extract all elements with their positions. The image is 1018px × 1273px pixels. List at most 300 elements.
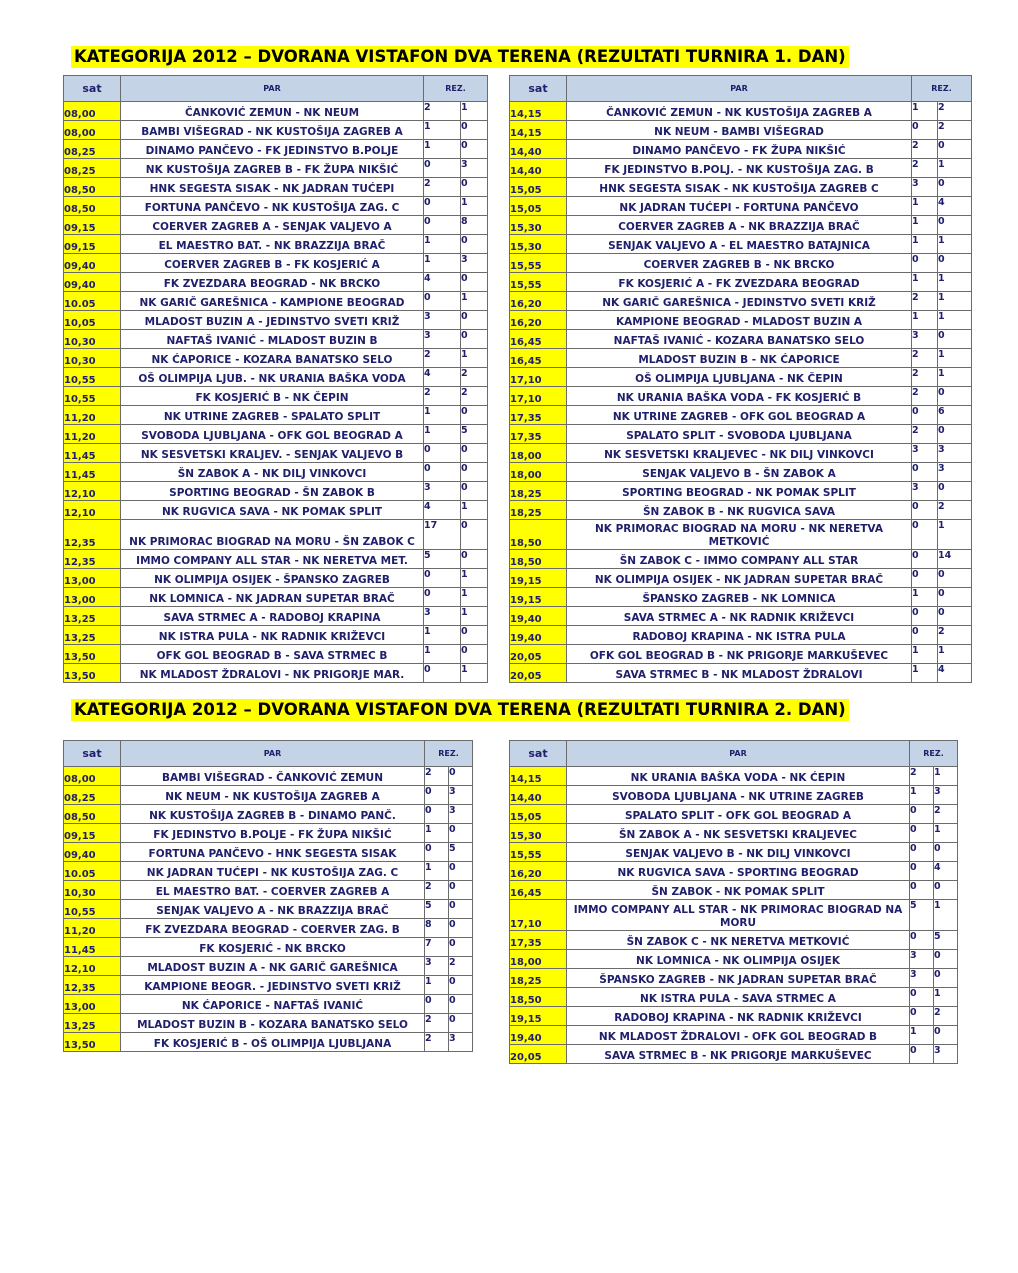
score-away: 3 (449, 805, 473, 824)
score-home: 3 (910, 950, 934, 969)
match-time: 08,00 (64, 767, 121, 786)
match-pair: ŠN ZABOK C - NK NERETVA METKOVIĆ (567, 931, 910, 950)
score-away: 0 (934, 969, 958, 988)
table-row (510, 1026, 958, 1045)
match-pair: IMMO COMPANY ALL STAR - NK PRIMORAC BIOGRAD NA MORU (567, 900, 910, 931)
score-away: 0 (449, 862, 473, 881)
score-away: 2 (461, 387, 488, 406)
score-away: 0 (461, 121, 488, 140)
match-pair: NK LOMNICA - NK JADRAN SUPETAR BRAČ (121, 588, 424, 607)
score-home: 0 (910, 881, 934, 900)
score-home: 0 (910, 1007, 934, 1026)
score-home: 0 (912, 626, 938, 645)
score-away: 1 (461, 664, 488, 683)
header-sat: sat (510, 741, 567, 767)
match-pair: SENJAK VALJEVO A - NK BRAZZIJA BRAČ (121, 900, 425, 919)
score-home: 0 (424, 569, 461, 588)
match-time: 15,05 (510, 805, 567, 824)
match-time: 16,45 (510, 881, 567, 900)
day1-right-table (509, 75, 972, 683)
score-home: 1 (425, 862, 449, 881)
score-away: 0 (461, 482, 488, 501)
table-row (64, 645, 488, 664)
match-time: 15,30 (510, 216, 567, 235)
match-pair: NK URANIA BAŠKA VODA - FK KOSJERIĆ B (567, 387, 912, 406)
table-row (510, 273, 972, 292)
score-home: 4 (424, 273, 461, 292)
match-time: 14,40 (510, 159, 567, 178)
score-home: 2 (424, 387, 461, 406)
match-pair: NK UTRINE ZAGREB - SPALATO SPLIT (121, 406, 424, 425)
match-time: 12,10 (64, 482, 121, 501)
match-pair: ŠPANSKO ZAGREB - NK JADRAN SUPETAR BRAČ (567, 969, 910, 988)
score-away: 0 (938, 216, 972, 235)
match-pair: SENJAK VALJEVO A - EL MAESTRO BATAJNICA (567, 235, 912, 254)
match-pair: COERVER ZAGREB A - NK BRAZZIJA BRAČ (567, 216, 912, 235)
header-par: PAR (121, 76, 424, 102)
match-time: 11,45 (64, 938, 121, 957)
table-row (64, 159, 488, 178)
match-pair: MLADOST BUZIN A - NK GARIČ GAREŠNICA (121, 957, 425, 976)
match-time: 15,05 (510, 178, 567, 197)
match-pair: KAMPIONE BEOGRAD - MLADOST BUZIN A (567, 311, 912, 330)
match-time: 11,20 (64, 406, 121, 425)
score-away: 1 (938, 645, 972, 664)
score-away: 1 (938, 349, 972, 368)
table-row (510, 569, 972, 588)
table-row (510, 463, 972, 482)
score-away: 0 (449, 919, 473, 938)
header-par: PAR (567, 741, 910, 767)
score-home: 0 (910, 805, 934, 824)
score-away: 0 (938, 254, 972, 273)
score-away: 0 (461, 235, 488, 254)
table-row (510, 805, 958, 824)
table-row (64, 919, 473, 938)
table-row (64, 767, 473, 786)
score-away: 3 (934, 1045, 958, 1064)
score-away: 5 (449, 843, 473, 862)
header-rez: REZ. (912, 76, 972, 102)
score-home: 3 (912, 330, 938, 349)
match-pair: OŠ OLIMPIJA LJUBLJANA - NK ČEPIN (567, 368, 912, 387)
table-row (64, 501, 488, 520)
match-time: 10,05 (64, 311, 121, 330)
score-away: 0 (449, 767, 473, 786)
match-pair: SENJAK VALJEVO B - ŠN ZABOK A (567, 463, 912, 482)
match-pair: NK SESVETSKI KRALJEVEC - NK DILJ VINKOVCI (567, 444, 912, 463)
match-pair: ŠN ZABOK B - NK RUGVICA SAVA (567, 501, 912, 520)
match-time: 10,55 (64, 900, 121, 919)
score-away: 0 (938, 482, 972, 501)
table-row (510, 645, 972, 664)
score-away: 1 (938, 311, 972, 330)
match-pair: IMMO COMPANY ALL STAR - NK NERETVA MET. (121, 550, 424, 569)
score-away: 4 (938, 664, 972, 683)
match-time: 19,15 (510, 1007, 567, 1026)
table-row (64, 664, 488, 683)
match-pair: SVOBODA LJUBLJANA - OFK GOL BEOGRAD A (121, 425, 424, 444)
match-time: 13,25 (64, 607, 121, 626)
match-time: 17,35 (510, 931, 567, 950)
match-pair: ČANKOVIĆ ZEMUN - NK KUSTOŠIJA ZAGREB A (567, 102, 912, 121)
score-home: 3 (424, 607, 461, 626)
header-rez: REZ. (910, 741, 958, 767)
table-row (510, 368, 972, 387)
match-pair: FK ZVEZDARA BEOGRAD - COERVER ZAG. B (121, 919, 425, 938)
score-away: 4 (938, 197, 972, 216)
table-row (64, 140, 488, 159)
score-home: 0 (910, 988, 934, 1007)
match-pair: COERVER ZAGREB B - NK BRCKO (567, 254, 912, 273)
score-away: 3 (449, 1033, 473, 1052)
match-time: 09,15 (64, 235, 121, 254)
match-time: 10,55 (64, 368, 121, 387)
table-row (510, 786, 958, 805)
score-home: 4 (424, 501, 461, 520)
score-away: 2 (461, 368, 488, 387)
table-row (64, 330, 488, 349)
table-row (64, 121, 488, 140)
score-home: 1 (910, 786, 934, 805)
day1-title: KATEGORIJA 2012 – DVORANA VISTAFON DVA TERENA (REZULTATI TURNIRA 1. DAN) (71, 46, 849, 68)
table-row (510, 159, 972, 178)
match-pair: FK KOSJERIĆ B - NK ČEPIN (121, 387, 424, 406)
match-time: 14,15 (510, 102, 567, 121)
match-pair: MLADOST BUZIN B - KOZARA BANATSKO SELO (121, 1014, 425, 1033)
score-home: 0 (912, 254, 938, 273)
table-row (64, 995, 473, 1014)
score-away: 0 (938, 425, 972, 444)
match-pair: FORTUNA PANČEVO - HNK SEGESTA SISAK (121, 843, 425, 862)
score-home: 0 (424, 664, 461, 683)
match-pair: COERVER ZAGREB A - SENJAK VALJEVO A (121, 216, 424, 235)
match-pair: DINAMO PANČEVO - FK ŽUPA NIKŠIĆ (567, 140, 912, 159)
table-row (64, 1033, 473, 1052)
match-pair: NK KUSTOŠIJA ZAGREB B - DINAMO PANČ. (121, 805, 425, 824)
score-away: 1 (934, 767, 958, 786)
score-away: 1 (934, 900, 958, 931)
score-away: 2 (938, 626, 972, 645)
match-pair: NK ISTRA PULA - SAVA STRMEC A (567, 988, 910, 1007)
score-away: 0 (461, 178, 488, 197)
day2-right-table (509, 740, 958, 1064)
score-home: 1 (912, 216, 938, 235)
score-home: 2 (912, 387, 938, 406)
score-home: 1 (910, 1026, 934, 1045)
score-home: 1 (424, 254, 461, 273)
match-pair: NK NEUM - NK KUSTOŠIJA ZAGREB A (121, 786, 425, 805)
table-row (64, 216, 488, 235)
match-time: 09,40 (64, 254, 121, 273)
score-home: 0 (424, 197, 461, 216)
match-time: 15,30 (510, 235, 567, 254)
score-home: 0 (424, 463, 461, 482)
score-home: 0 (912, 463, 938, 482)
match-pair: FK ZVEZDARA BEOGRAD - NK BRCKO (121, 273, 424, 292)
match-time: 18,25 (510, 969, 567, 988)
match-time: 13,00 (64, 569, 121, 588)
day2-title: KATEGORIJA 2012 – DVORANA VISTAFON DVA TERENA (REZULTATI TURNIRA 2. DAN) (71, 699, 849, 721)
score-home: 2 (912, 425, 938, 444)
score-away: 0 (449, 1014, 473, 1033)
match-pair: FORTUNA PANČEVO - NK KUSTOŠIJA ZAG. C (121, 197, 424, 216)
match-pair: NK JADRAN TUĆEPI - FORTUNA PANČEVO (567, 197, 912, 216)
match-pair: NK ĆAPORICE - KOZARA BANATSKO SELO (121, 349, 424, 368)
match-pair: SAVA STRMEC B - NK PRIGORJE MARKUŠEVEC (567, 1045, 910, 1064)
match-time: 18,50 (510, 988, 567, 1007)
match-pair: RADOBOJ KRAPINA - NK ISTRA PULA (567, 626, 912, 645)
score-home: 2 (425, 1014, 449, 1033)
match-pair: SAVA STRMEC A - RADOBOJ KRAPINA (121, 607, 424, 626)
score-home: 0 (910, 1045, 934, 1064)
match-time: 14,40 (510, 786, 567, 805)
match-pair: NAFTAŠ IVANIĆ - KOZARA BANATSKO SELO (567, 330, 912, 349)
table-row (64, 862, 473, 881)
table-row (64, 463, 488, 482)
table-row (510, 406, 972, 425)
score-away: 2 (449, 957, 473, 976)
header-rez: REZ. (425, 741, 473, 767)
table-row (510, 520, 972, 550)
match-time: 20,05 (510, 664, 567, 683)
match-time: 08,25 (64, 159, 121, 178)
match-pair: KAMPIONE BEOGR. - JEDINSTVO SVETI KRIŽ (121, 976, 425, 995)
score-away: 0 (449, 938, 473, 957)
match-pair: NK PRIMORAC BIOGRAD NA MORU - ŠN ZABOK C (121, 520, 424, 550)
score-home: 2 (425, 767, 449, 786)
score-away: 0 (461, 311, 488, 330)
score-away: 2 (938, 501, 972, 520)
match-pair: NK SESVETSKI KRALJEV. - SENJAK VALJEVO B (121, 444, 424, 463)
score-away: 1 (938, 235, 972, 254)
match-time: 13,00 (64, 995, 121, 1014)
table-row (64, 805, 473, 824)
score-home: 0 (425, 995, 449, 1014)
score-away: 0 (449, 976, 473, 995)
table-row (510, 197, 972, 216)
match-time: 11,45 (64, 463, 121, 482)
table-row (510, 931, 958, 950)
table-row (510, 387, 972, 406)
match-time: 18,50 (510, 550, 567, 569)
score-away: 1 (938, 292, 972, 311)
score-home: 1 (424, 235, 461, 254)
score-home: 3 (910, 969, 934, 988)
match-time: 17,10 (510, 368, 567, 387)
score-away: 0 (938, 569, 972, 588)
match-pair: NK RUGVICA SAVA - NK POMAK SPLIT (121, 501, 424, 520)
score-home: 1 (424, 121, 461, 140)
table-row (64, 569, 488, 588)
table-row (64, 1014, 473, 1033)
score-away: 0 (461, 406, 488, 425)
table-row (510, 292, 972, 311)
score-away: 0 (461, 444, 488, 463)
match-pair: ŠN ZABOK - NK POMAK SPLIT (567, 881, 910, 900)
match-pair: FK JEDINSTVO B.POLJE - FK ŽUPA NIKŠIĆ (121, 824, 425, 843)
match-time: 16,45 (510, 330, 567, 349)
day2-left-table (63, 740, 473, 1052)
match-time: 12,35 (64, 550, 121, 569)
match-pair: SAVA STRMEC B - NK MLADOST ŽDRALOVI (567, 664, 912, 683)
match-pair: NK GARIČ GAREŠNICA - KAMPIONE BEOGRAD (121, 292, 424, 311)
score-home: 2 (424, 178, 461, 197)
match-time: 17,35 (510, 406, 567, 425)
score-home: 3 (424, 482, 461, 501)
score-away: 0 (461, 626, 488, 645)
table-row (510, 607, 972, 626)
table-row (510, 349, 972, 368)
match-pair: ŠN ZABOK A - NK SESVETSKI KRALJEVEC (567, 824, 910, 843)
match-time: 08,00 (64, 102, 121, 121)
match-pair: NK GARIČ GAREŠNICA - JEDINSTVO SVETI KRIŽ (567, 292, 912, 311)
table-row (64, 482, 488, 501)
score-home: 2 (425, 881, 449, 900)
table-row (510, 444, 972, 463)
match-pair: NK OLIMPIJA OSIJEK - NK JADRAN SUPETAR BRAČ (567, 569, 912, 588)
score-home: 0 (425, 786, 449, 805)
table-row (510, 501, 972, 520)
match-pair: SAVA STRMEC A - NK RADNIK KRIŽEVCI (567, 607, 912, 626)
score-home: 0 (910, 931, 934, 950)
score-home: 3 (424, 311, 461, 330)
match-time: 12,10 (64, 957, 121, 976)
score-away: 5 (461, 425, 488, 444)
score-away: 1 (461, 197, 488, 216)
score-home: 0 (424, 159, 461, 178)
table-row (64, 178, 488, 197)
match-pair: ČANKOVIĆ ZEMUN - NK NEUM (121, 102, 424, 121)
match-time: 14,15 (510, 121, 567, 140)
score-away: 0 (449, 824, 473, 843)
score-away: 1 (461, 569, 488, 588)
match-time: 08,25 (64, 786, 121, 805)
match-time: 18,25 (510, 482, 567, 501)
day1-left-table (63, 75, 488, 683)
match-time: 13,50 (64, 645, 121, 664)
score-home: 5 (424, 550, 461, 569)
match-time: 19,15 (510, 569, 567, 588)
match-time: 10,30 (64, 881, 121, 900)
table-row (510, 824, 958, 843)
score-home: 0 (424, 444, 461, 463)
score-away: 1 (461, 607, 488, 626)
table-row (64, 550, 488, 569)
match-time: 18,50 (510, 520, 567, 550)
score-home: 0 (910, 843, 934, 862)
match-pair: FK KOSJERIĆ A - FK ZVEZDARA BEOGRAD (567, 273, 912, 292)
match-time: 14,15 (510, 767, 567, 786)
match-time: 09,15 (64, 216, 121, 235)
match-time: 18,00 (510, 463, 567, 482)
match-pair: NK KUSTOŠIJA ZAGREB B - FK ŽUPA NIKŠIĆ (121, 159, 424, 178)
match-time: 08,50 (64, 805, 121, 824)
table-row (64, 900, 473, 919)
match-time: 09,15 (64, 824, 121, 843)
match-pair: OŠ OLIMPIJA LJUB. - NK URANIA BAŠKA VODA (121, 368, 424, 387)
score-away: 0 (461, 273, 488, 292)
score-home: 1 (912, 645, 938, 664)
match-pair: SVOBODA LJUBLJANA - NK UTRINE ZAGREB (567, 786, 910, 805)
match-time: 13,25 (64, 1014, 121, 1033)
header-par: PAR (567, 76, 912, 102)
match-time: 19,40 (510, 1026, 567, 1045)
match-time: 17,10 (510, 387, 567, 406)
score-home: 0 (912, 550, 938, 569)
match-time: 18,00 (510, 950, 567, 969)
match-time: 11,20 (64, 919, 121, 938)
score-home: 2 (912, 140, 938, 159)
match-time: 08,25 (64, 140, 121, 159)
match-pair: ŠPANSKO ZAGREB - NK LOMNICA (567, 588, 912, 607)
score-away: 0 (938, 607, 972, 626)
match-time: 08,00 (64, 121, 121, 140)
match-pair: MLADOST BUZIN A - JEDINSTVO SVETI KRIŽ (121, 311, 424, 330)
score-away: 2 (938, 102, 972, 121)
table-row (510, 950, 958, 969)
match-time: 17,10 (510, 900, 567, 931)
score-away: 0 (938, 330, 972, 349)
table-row (510, 550, 972, 569)
score-away: 3 (461, 159, 488, 178)
match-time: 12,35 (64, 976, 121, 995)
match-time: 13,50 (64, 1033, 121, 1052)
match-pair: ŠN ZABOK C - IMMO COMPANY ALL STAR (567, 550, 912, 569)
match-time: 19,40 (510, 626, 567, 645)
score-away: 0 (449, 881, 473, 900)
table-row (510, 1007, 958, 1026)
score-home: 2 (910, 767, 934, 786)
score-home: 2 (912, 349, 938, 368)
match-pair: NK OLIMPIJA OSIJEK - ŠPANSKO ZAGREB (121, 569, 424, 588)
match-time: 20,05 (510, 1045, 567, 1064)
match-pair: SPORTING BEOGRAD - ŠN ZABOK B (121, 482, 424, 501)
table-row (510, 767, 958, 786)
score-home: 17 (424, 520, 461, 550)
score-away: 0 (934, 881, 958, 900)
match-time: 20,05 (510, 645, 567, 664)
match-pair: NK URANIA BAŠKA VODA - NK ĆEPIN (567, 767, 910, 786)
score-home: 1 (912, 311, 938, 330)
score-away: 1 (938, 273, 972, 292)
match-time: 13,00 (64, 588, 121, 607)
score-away: 4 (934, 862, 958, 881)
table-row (510, 216, 972, 235)
match-pair: NK MLADOST ŽDRALOVI - NK PRIGORJE MAR. (121, 664, 424, 683)
score-away: 0 (461, 520, 488, 550)
score-away: 6 (938, 406, 972, 425)
match-pair: SPALATO SPLIT - SVOBODA LJUBLJANA (567, 425, 912, 444)
table-row (64, 349, 488, 368)
table-row (64, 938, 473, 957)
match-pair: NK MLADOST ŽDRALOVI - OFK GOL BEOGRAD B (567, 1026, 910, 1045)
score-home: 0 (912, 607, 938, 626)
table-row (64, 387, 488, 406)
score-away: 1 (461, 102, 488, 121)
table-row (510, 235, 972, 254)
score-away: 0 (449, 995, 473, 1014)
table-row (510, 588, 972, 607)
table-row (64, 626, 488, 645)
table-row (510, 843, 958, 862)
match-pair: NK LOMNICA - NK OLIMPIJA OSIJEK (567, 950, 910, 969)
match-pair: FK KOSJERIĆ B - OŠ OLIMPIJA LJUBLJANA (121, 1033, 425, 1052)
score-home: 0 (424, 216, 461, 235)
score-away: 1 (938, 159, 972, 178)
score-home: 1 (425, 824, 449, 843)
score-away: 0 (934, 843, 958, 862)
